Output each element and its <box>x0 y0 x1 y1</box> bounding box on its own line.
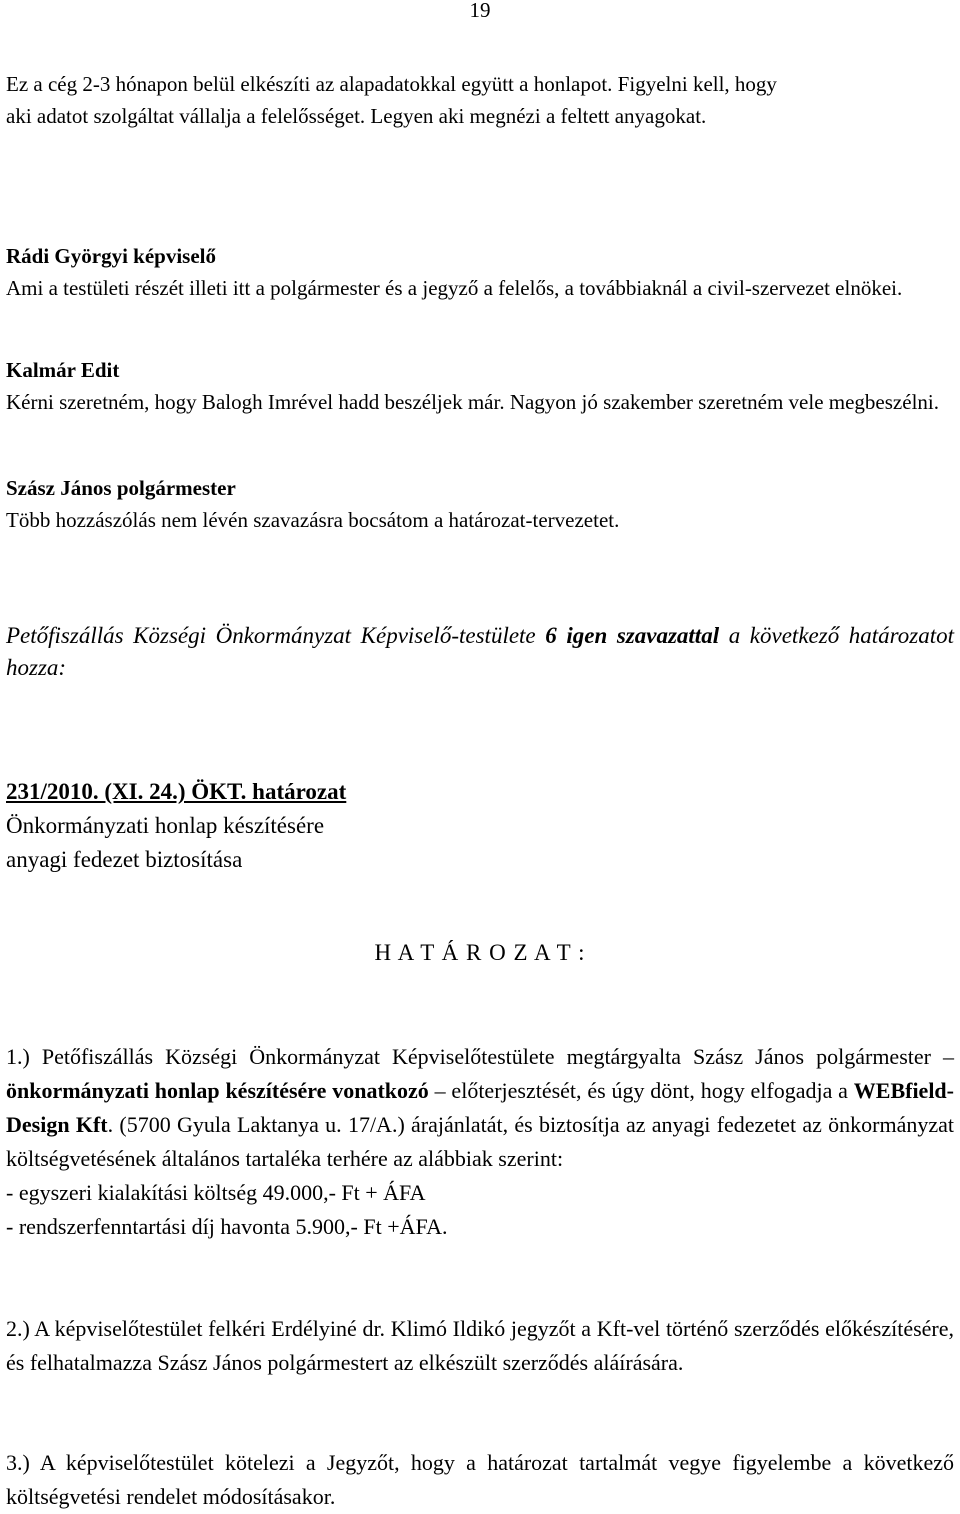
vote-body-start: Petőfiszállás Községi Önkormányzat Képviselő-testülete <box>6 623 536 648</box>
speech-text: Ami a testületi részét illeti itt a polgármester és a jegyző a felelős, a továbbiaknál a civil-szervezet elnökei. <box>6 276 903 300</box>
speaker-name: Kalmár Edit <box>6 358 120 382</box>
resolution-number: 231/2010. (XI. 24.) ÖKT. határozat <box>6 779 347 804</box>
resolution-subject-1: Önkormányzati honlap készítésére <box>6 813 325 838</box>
speech-szasz <box>6 472 954 536</box>
speech-radi <box>6 240 954 304</box>
resolution-item-2 <box>6 1312 954 1380</box>
cost-item-2: - rendszerfenntartási díj havonta 5.900,- Ft +ÁFA. <box>6 1214 448 1239</box>
speaker-name: Szász János polgármester <box>6 476 236 500</box>
vote-body-end: a következő határozatot hozza: <box>6 623 955 680</box>
vote-statement <box>6 620 954 684</box>
vote-count: 6 igen szavazattal <box>545 623 720 648</box>
hatarozat-heading: H A T Á R O Z A T : <box>374 940 586 965</box>
cost-item-1: - egyszeri kialakítási költség 49.000,- Ft + ÁFA <box>6 1180 426 1205</box>
speaker-name: Rádi Györgyi képviselő <box>6 244 217 268</box>
page-number: 19 <box>469 0 491 22</box>
intro-paragraph <box>6 68 954 132</box>
resolution-item-3 <box>6 1446 954 1514</box>
company-name: WEBfield-Design Kft <box>6 1078 954 1137</box>
resolution-header <box>6 775 954 877</box>
resolution-subject-2: anyagi fedezet biztosítása <box>6 847 243 872</box>
intro-line-1: Ez a cég 2-3 hónapon belül elkészíti az alapadatokkal együtt a honlapot. Figyelni kell, hogy <box>6 72 777 96</box>
intro-line-2: aki adatot szolgáltat vállalja a felelősséget. Legyen aki megnézi a feltett anyagokat. <box>6 104 707 128</box>
resolution-item-1 <box>6 1040 954 1244</box>
speech-kalmar <box>6 354 954 418</box>
item-3-text: 3.) A képviselőtestület kötelezi a Jegyzőt, hogy a határozat tartalmát vegye figyelembe a következő költségvetési rendelet módosításakor. <box>6 1450 954 1509</box>
item-2-text: 2.) A képviselőtestület felkéri Erdélyiné dr. Klimó Ildikó jegyzőt a Kft-vel történő szerződés előkészítésére, és felhatalmazza Szász János polgármestert az elkészült szerződés aláírására. <box>6 1316 954 1375</box>
speech-text: Több hozzászólás nem lévén szavazásra bocsátom a határozat-tervezetet. <box>6 508 620 532</box>
vote-text <box>6 620 954 684</box>
item-1-text: 1.) Petőfiszállás Községi Önkormányzat Képviselőtestülete megtárgyalta Szász János polgármester – önkormányzati honlap készítésére vonatkozó – előterjesztését, és úgy dönt, hogy elfogadja a WEBfield-Design Kft. (5700 Gyula Laktanya u. 17/A.) árajánlatát, és biztosítja az anyagi fedezetet az önkormányzat költségvetésének általános tartaléka terhére az alábbiak szerint: <box>6 1044 954 1171</box>
speech-text: Kérni szeretném, hogy Balogh Imrével hadd beszéljek már. Nagyon jó szakember szeretném vele megbeszélni. <box>6 390 939 414</box>
item-1-subject: önkormányzati honlap készítésére vonatkozó <box>6 1078 429 1103</box>
